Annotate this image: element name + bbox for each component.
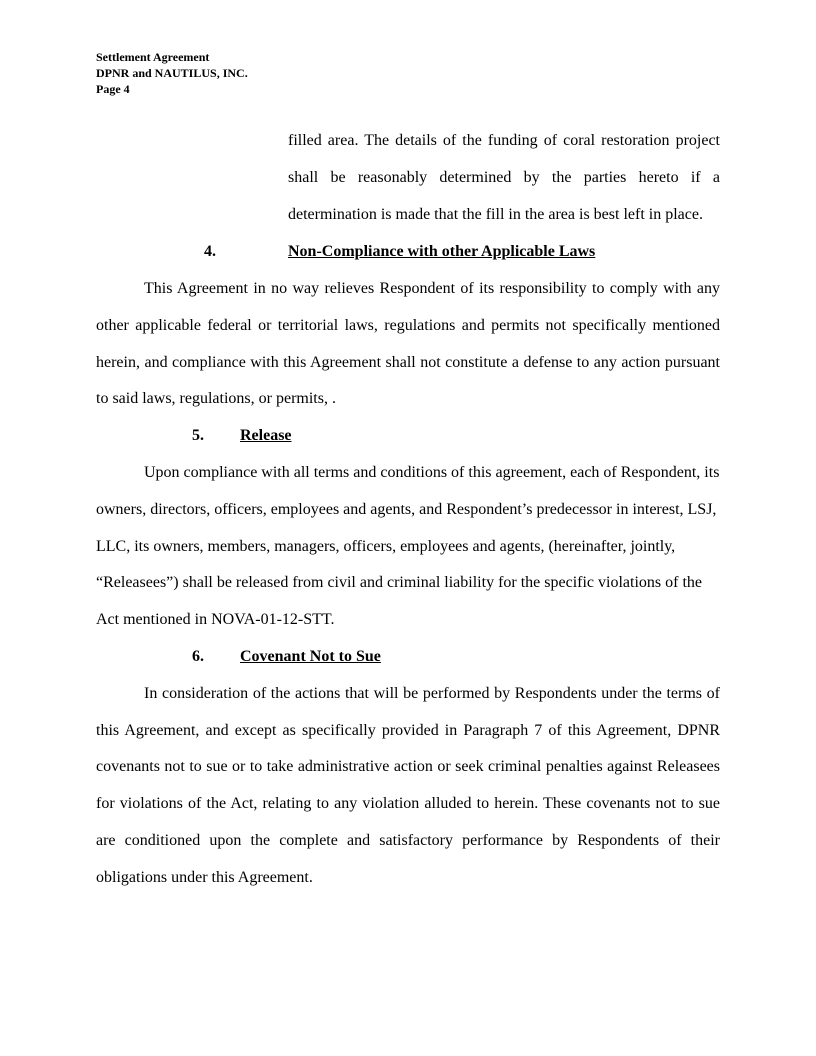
continued-line: filled area. The details of the funding of coral restoration project [288, 132, 720, 149]
body-line: “Releasees”) shall be released from civil and criminal liability for the specific violations of the [96, 574, 702, 591]
body-line: this Agreement, and except as specifically provided in Paragraph 7 of this Agreement, DPNR [96, 722, 720, 739]
body-line: obligations under this Agreement. [96, 869, 313, 886]
body-line: herein, and compliance with this Agreement shall not constitute a defense to any action pursuant [96, 354, 720, 371]
section-5-title: Release [240, 427, 292, 444]
continued-line: shall be reasonably determined by the parties hereto if a [288, 169, 720, 186]
header-parties: DPNR and NAUTILUS, INC. [96, 66, 248, 80]
section-6-number: 6. [192, 648, 204, 665]
section-5-number: 5. [192, 427, 204, 444]
body-line: to said laws, regulations, or permits, . [96, 390, 336, 407]
body-line: are conditioned upon the complete and satisfactory performance by Respondents of their [96, 832, 720, 849]
body-line: In consideration of the actions that will be performed by Respondents under the terms of [144, 685, 720, 702]
body-line: other applicable federal or territorial laws, regulations and permits not specifically mentioned [96, 317, 720, 334]
body-line: owners, directors, officers, employees and agents, and Respondent’s predecessor in interest, LSJ, [96, 501, 717, 518]
header-page-number: Page 4 [96, 82, 130, 96]
body-line: This Agreement in no way relieves Respondent of its responsibility to comply with any [144, 280, 720, 297]
body-line: Upon compliance with all terms and conditions of this agreement, each of Respondent, its [144, 464, 720, 481]
header-title: Settlement Agreement [96, 50, 210, 64]
section-4-title: Non-Compliance with other Applicable Laws [288, 243, 596, 260]
section-4-number: 4. [204, 243, 216, 260]
continued-line: determination is made that the fill in the area is best left in place. [288, 206, 703, 223]
body-line: covenants not to sue or to take administrative action or seek criminal penalties against Releasees [96, 758, 720, 775]
body-line: Act mentioned in NOVA-01-12-STT. [96, 611, 335, 628]
running-header [96, 49, 248, 97]
body-line: LLC, its owners, members, managers, officers, employees and agents, (hereinafter, jointly, [96, 538, 676, 555]
section-6-title: Covenant Not to Sue [240, 648, 381, 665]
body-line: for violations of the Act, relating to any violation alluded to herein. These covenants not to sue [96, 795, 720, 812]
